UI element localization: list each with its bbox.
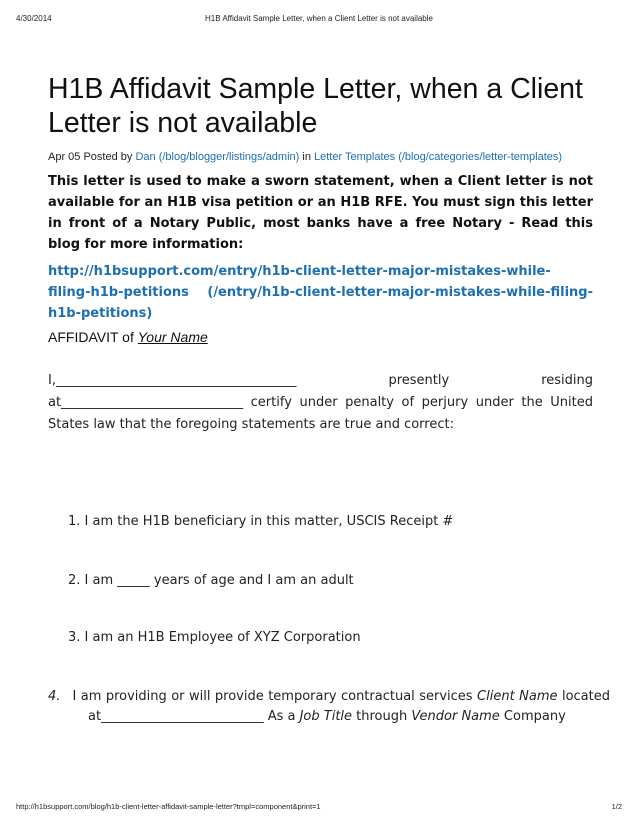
article-title: H1B Affidavit Sample Letter, when a Client Letter is not available bbox=[48, 73, 583, 139]
blog-entry-link[interactable]: http://h1bsupport.com/entry/h1b-client-letter-major-mistakes-while-filing-h1b-petitions (/entry/h1b-client-letter-major-mistakes-while-filing-h1b-petitions) bbox=[48, 264, 593, 321]
print-footer bbox=[0, 802, 638, 814]
item-text: I am _____ years of age and I am an adult bbox=[84, 573, 354, 588]
item-text: through bbox=[352, 709, 412, 724]
affidavit-heading bbox=[48, 328, 593, 346]
lead-paragraph: This letter is used to make a sworn statement, when a Client letter is not available for an H1B visa petition or an H1B RFE. You must sign this letter in front of a Notary Public, most banks have a free Notary - Read this blog for more information: bbox=[48, 174, 593, 252]
meta-in: in bbox=[299, 151, 315, 163]
item-text: Company bbox=[499, 709, 566, 724]
item-number: 3. bbox=[68, 630, 81, 645]
affidavit-name: Your Name bbox=[137, 329, 208, 345]
affidavit-prefix: AFFIDAVIT of bbox=[48, 329, 138, 345]
meta-prefix: Apr 05 Posted by bbox=[48, 151, 136, 163]
item-text: I am the H1B beneficiary in this matter, USCIS Receipt # bbox=[84, 514, 454, 529]
list-item: 4. I am providing or will provide temporary contractual services Client Name located at_________________________ As a Job Title through Vendor Name Company bbox=[48, 689, 610, 724]
client-name: Client Name bbox=[477, 689, 558, 704]
sworn-statement: I,_____________________________________ presently residing at____________________________ certify under penalty of perjury under the United States law that the foregoing statements are true and correct: bbox=[48, 373, 593, 432]
list-item bbox=[68, 628, 590, 648]
print-url: http://h1bsupport.com/blog/h1b-client-letter-affidavit-sample-letter?tmpl=component&print=1 bbox=[16, 802, 321, 811]
article-meta bbox=[48, 150, 593, 165]
print-date: 4/30/2014 bbox=[16, 14, 52, 23]
print-header bbox=[0, 14, 638, 28]
item-text: I am an H1B Employee of XYZ Corporation bbox=[84, 630, 361, 645]
page-number: 1/2 bbox=[611, 802, 622, 811]
vendor-name: Vendor Name bbox=[411, 709, 500, 724]
item-text: located at_________________________ As a bbox=[88, 689, 610, 724]
item-number: 1. bbox=[68, 514, 81, 529]
item-number: 2. bbox=[68, 573, 81, 588]
list-item bbox=[68, 512, 590, 532]
article bbox=[48, 72, 593, 436]
print-title: H1B Affidavit Sample Letter, when a Client Letter is not available bbox=[205, 14, 433, 23]
author-link[interactable]: Dan (/blog/blogger/listings/admin) bbox=[135, 151, 300, 163]
list-item bbox=[68, 571, 590, 591]
item-text: I am providing or will provide temporary contractual services bbox=[68, 689, 478, 704]
job-title: Job Title bbox=[299, 709, 353, 724]
category-link[interactable]: Letter Templates (/blog/categories/letter-templates) bbox=[314, 151, 563, 163]
